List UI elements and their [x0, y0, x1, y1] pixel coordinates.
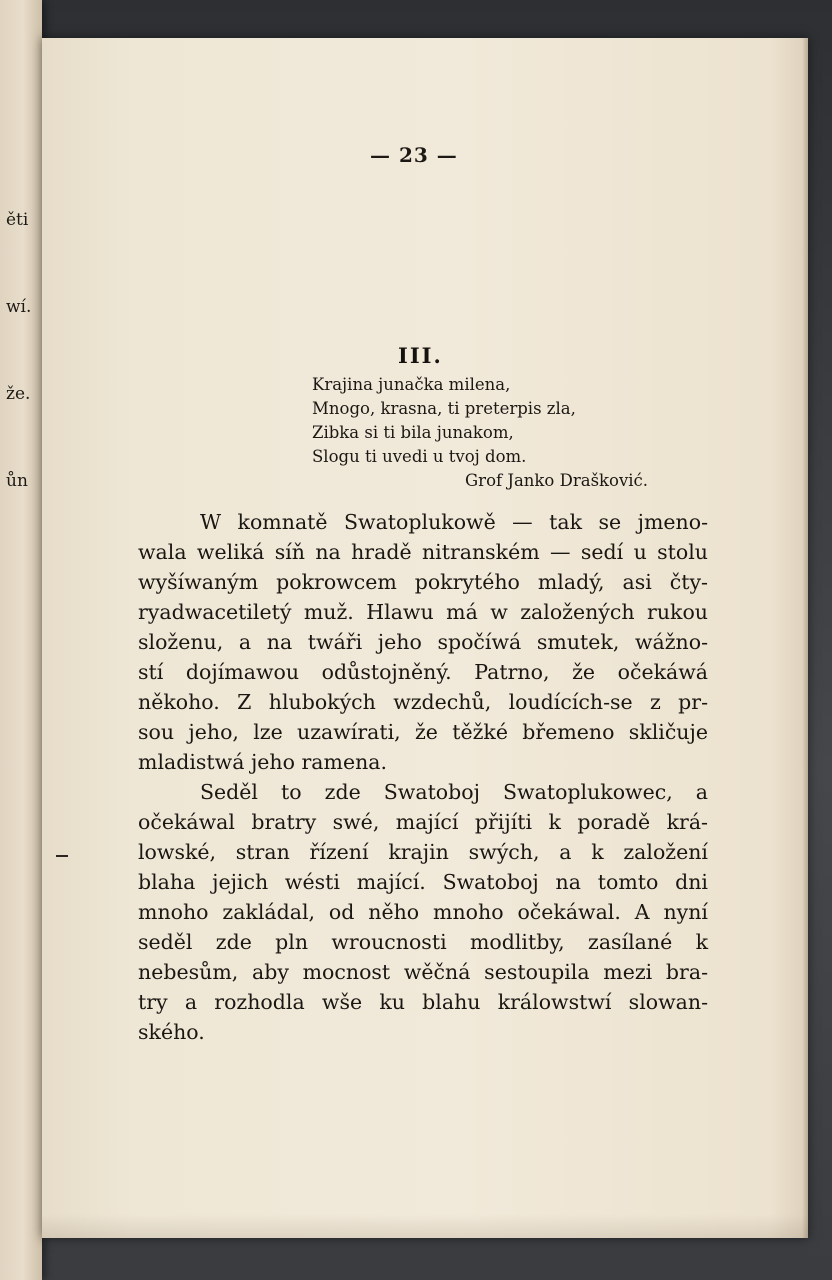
page-number: — 23 —: [370, 143, 458, 167]
facing-fragment: že.: [6, 384, 31, 404]
text-line: stí dojímawou odůstojněný. Patrno, že očekáwá: [138, 660, 708, 684]
text-line: očekáwal bratry swé, mající přijíti k poradě krá-: [138, 810, 708, 834]
verse-line: Slogu ti uvedi u tvoj dom.: [312, 447, 527, 466]
page-shadow: [42, 1214, 808, 1238]
body-text: [138, 507, 708, 1047]
facing-page-edge: [0, 0, 42, 1280]
epigraph-attribution: Grof Janko Drašković.: [465, 471, 649, 490]
text-line: ryadwacetiletý muž. Hlawu má w založených rukou: [138, 600, 708, 624]
verse-line: Krajina junačka milena,: [312, 375, 511, 394]
text-line: blaha jejich wésti mající. Swatoboj na tomto dni: [138, 870, 708, 894]
chapter-numeral: III.: [398, 343, 443, 368]
facing-page-text: [6, 148, 32, 554]
verse-line: Mnogo, krasna, ti preterpis zla,: [312, 399, 576, 418]
text-line: mnoho zakládal, od něho mnoho očekáwal. A nyní: [138, 900, 708, 924]
text-line: nebesům, aby mocnost wěčná sestoupila mezi bra-: [138, 960, 708, 984]
text-line: wala weliká síň na hradě nitranském — sedí u stolu: [138, 540, 708, 564]
text-line: wyšíwaným pokrowcem pokrytého mladý, asi čty-: [138, 570, 708, 594]
facing-fragment: ůn: [6, 471, 28, 491]
text-line: někoho. Z hlubokých wzdechů, loudících-se z pr-: [138, 690, 708, 714]
text-line: lowské, stran řízení krajin swých, a k založení: [138, 840, 708, 864]
facing-fragment: ěti: [6, 210, 29, 230]
text-line: try a rozhodla wše ku blahu králowstwí slowan-: [138, 990, 708, 1014]
margin-mark: [56, 855, 68, 857]
text-line: složenu, a na twáři jeho spočíwá smutek, wážno-: [138, 630, 708, 654]
text-line: seděl zde pln wroucnosti modlitby, zasílané k: [138, 930, 708, 954]
text-line: Seděl to zde Swatoboj Swatoplukowec, a: [200, 780, 708, 804]
verse-line: Zibka si ti bila junakom,: [312, 423, 514, 442]
facing-fragment: wí.: [6, 297, 32, 317]
text-line: sou jeho, lze uzawírati, že těžké břemeno skličuje: [138, 720, 708, 744]
epigraph-verse: [312, 373, 692, 493]
text-line: W komnatě Swatoplukowě — tak se jmeno-: [200, 510, 708, 534]
text-line: mladistwá jeho ramena.: [138, 750, 388, 774]
text-line: ského.: [138, 1020, 205, 1044]
